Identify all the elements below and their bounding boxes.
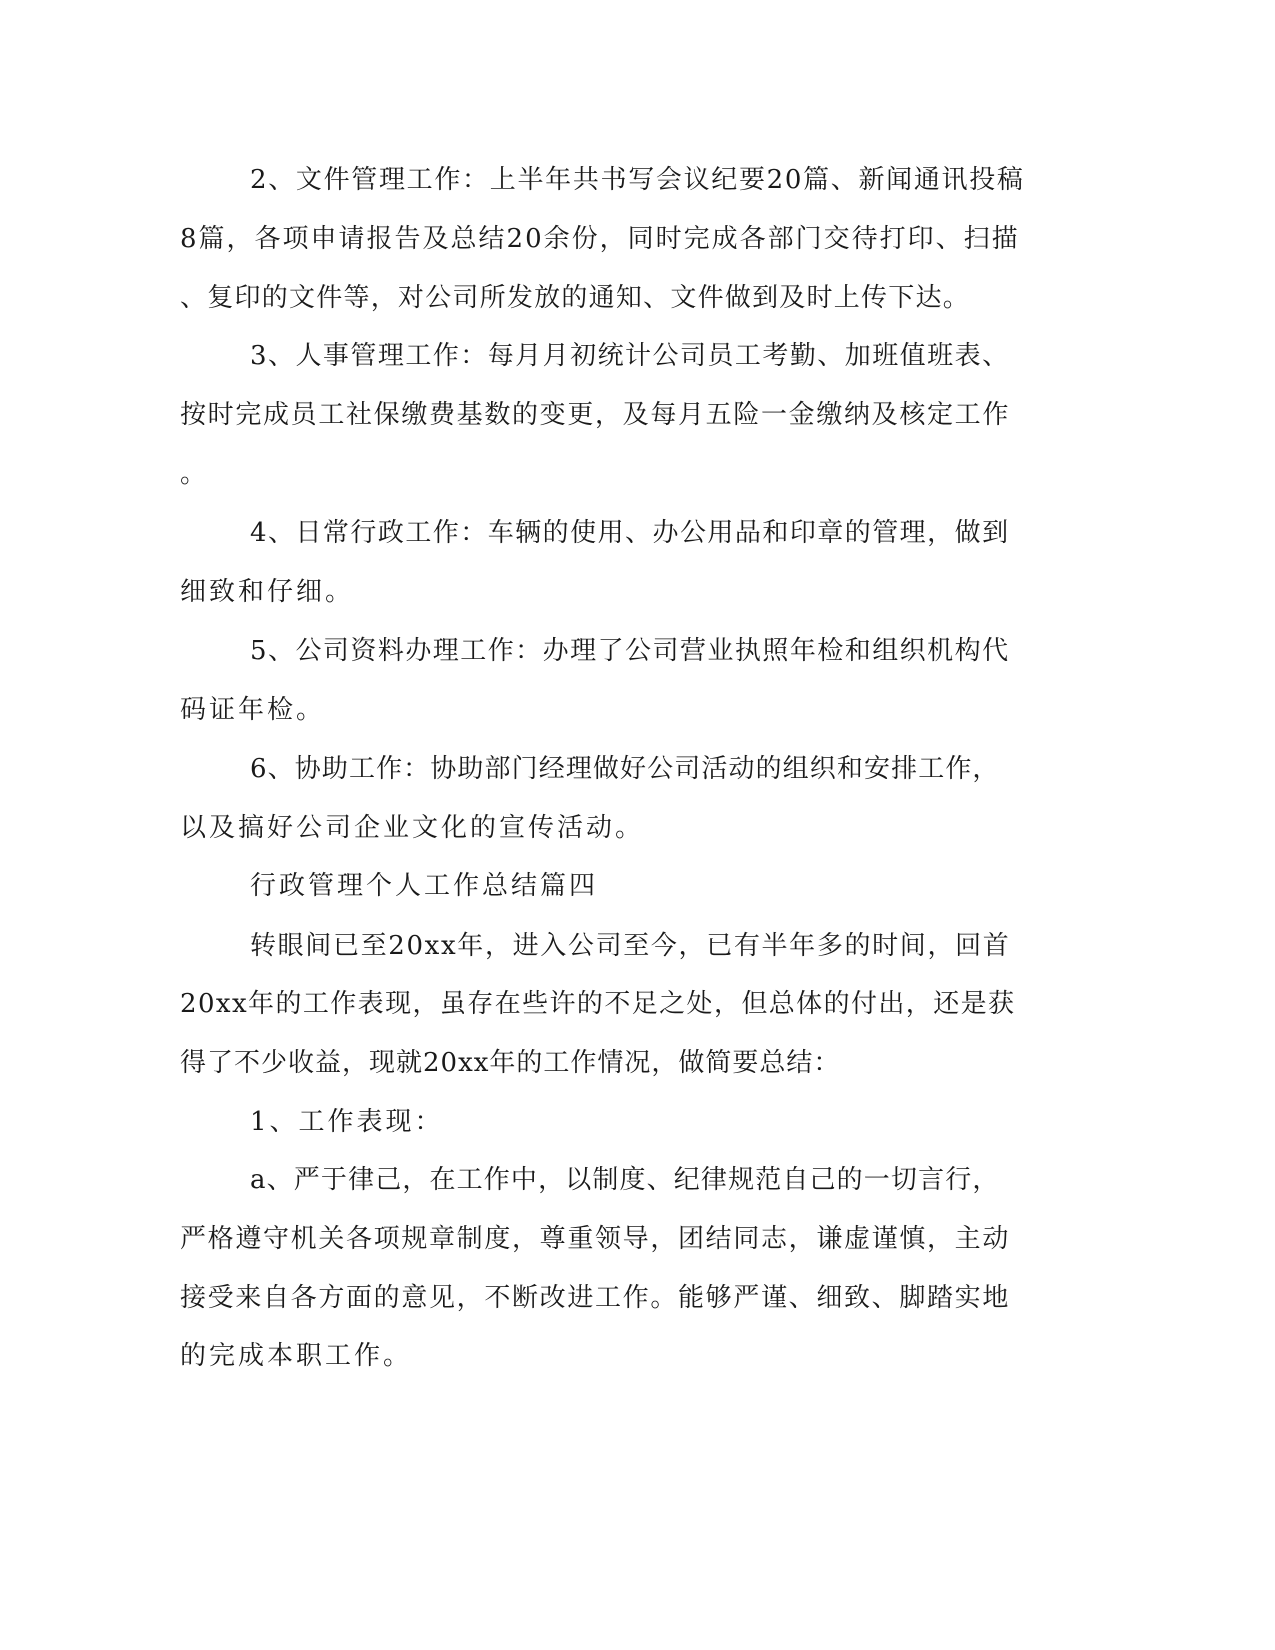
paragraph-line: 以及搞好公司企业文化的宣传活动。 (180, 813, 645, 843)
paragraph-line: 。 (180, 459, 210, 489)
paragraph-line: 5、公司资料办理工作：办理了公司营业执照年检和组织机构代 (250, 636, 1010, 666)
section-heading: 行政管理个人工作总结篇四 (250, 871, 599, 901)
paragraph-line: 细致和仔细。 (180, 577, 355, 607)
paragraph-line: 20xx年的工作表现，虽存在些许的不足之处，但总体的付出，还是获 (180, 989, 1016, 1019)
paragraph-line: 的完成本职工作。 (180, 1341, 413, 1371)
paragraph-line: 8篇，各项申请报告及总结20余份，同时完成各部门交待打印、扫描 (180, 224, 1020, 254)
paragraph-line: a、严于律己，在工作中，以制度、纪律规范自己的一切言行， (250, 1165, 1000, 1195)
paragraph-line: 1、工作表现： (250, 1107, 444, 1137)
paragraph-line: 、复印的文件等，对公司所发放的通知、文件做到及时上传下达。 (180, 283, 971, 313)
paragraph-line: 严格遵守机关各项规章制度，尊重领导，团结同志，谦虚谨慎，主动 (180, 1224, 1011, 1254)
paragraph-line: 码证年检。 (180, 695, 326, 725)
paragraph-line: 6、协助工作：协助部门经理做好公司活动的组织和安排工作， (250, 754, 1000, 784)
paragraph-line: 转眼间已至20xx年，进入公司至今，已有半年多的时间，回首 (250, 931, 1011, 961)
paragraph-line: 3、人事管理工作：每月月初统计公司员工考勤、加班值班表、 (250, 341, 1010, 371)
paragraph-line: 按时完成员工社保缴费基数的变更，及每月五险一金缴纳及核定工作 (180, 400, 1011, 430)
paragraph-line: 接受来自各方面的意见，不断改进工作。能够严谨、细致、脚踏实地 (180, 1283, 1011, 1313)
paragraph-line: 4、日常行政工作：车辆的使用、办公用品和印章的管理，做到 (250, 518, 1010, 548)
paragraph-line: 得了不少收益，现就20xx年的工作情况，做简要总结： (180, 1048, 841, 1078)
paragraph-line: 2、文件管理工作：上半年共书写会议纪要20篇、新闻通讯投稿 (250, 165, 1025, 195)
